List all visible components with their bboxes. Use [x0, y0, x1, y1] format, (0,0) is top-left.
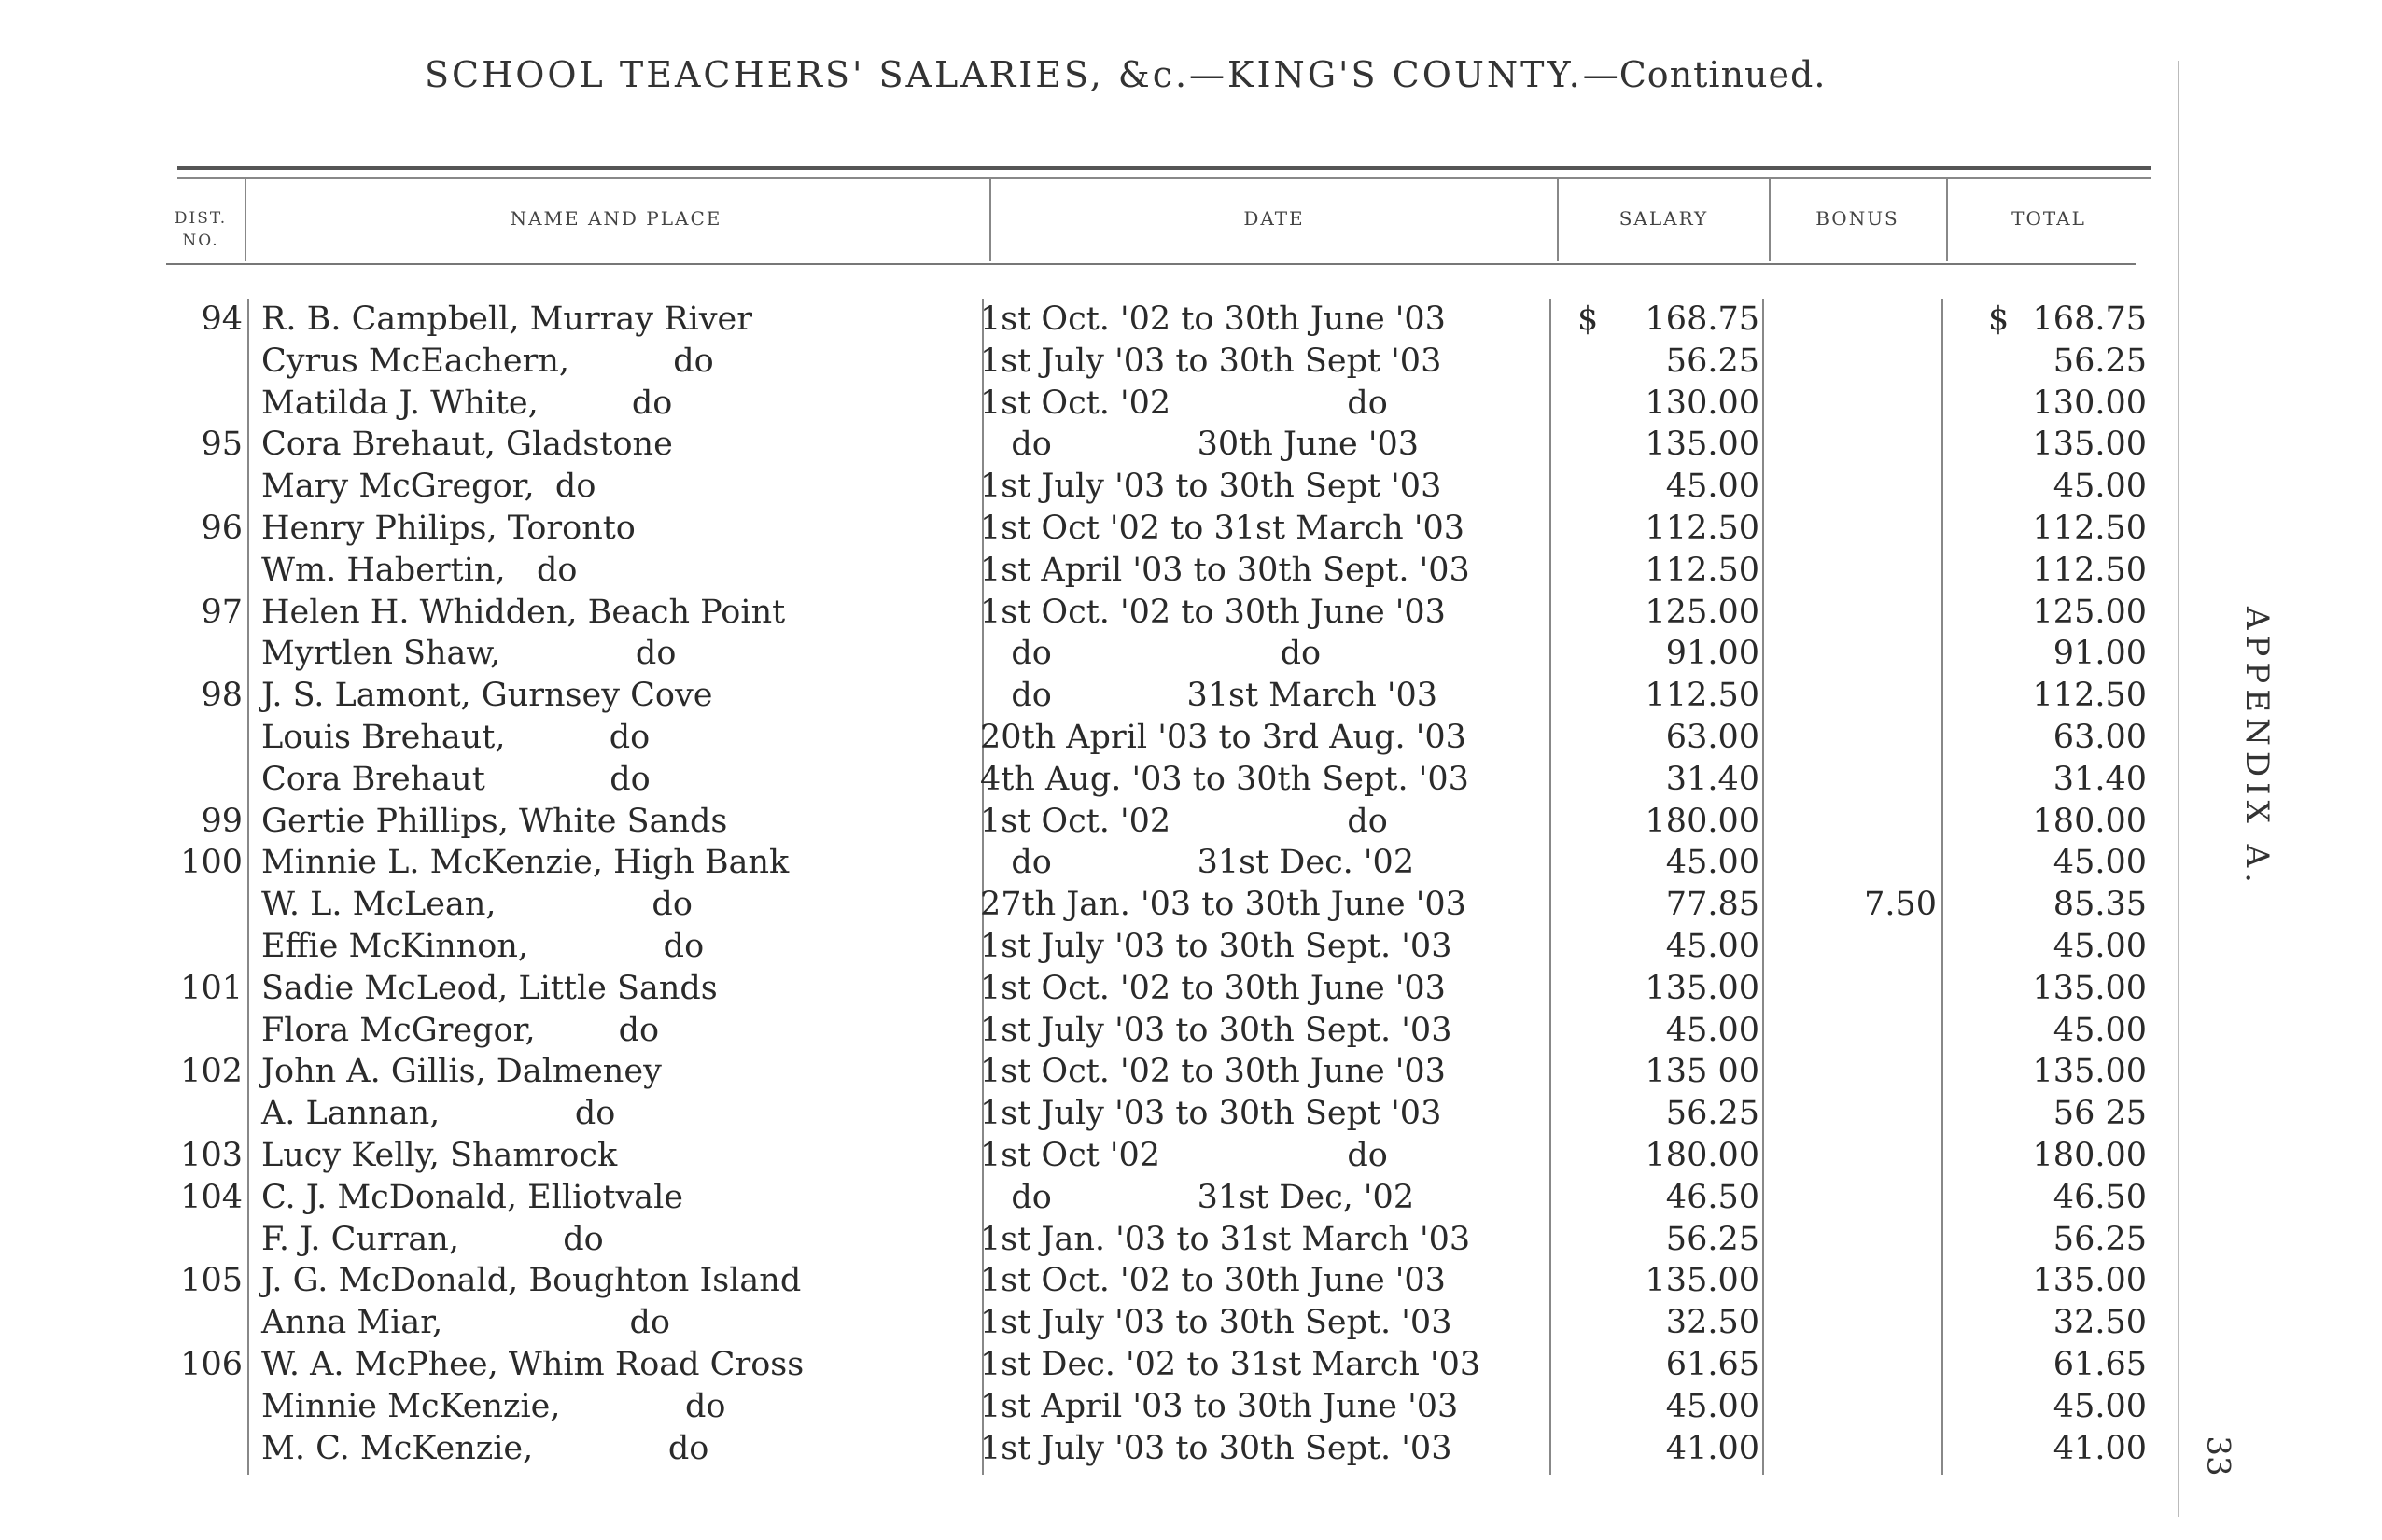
- table-row: [0, 803, 2382, 845]
- name-and-place: Henry Philips, Toronto: [261, 510, 636, 547]
- table-row: [0, 1221, 2382, 1263]
- page-title: [425, 54, 1826, 95]
- salary-dollar-sign: $: [1577, 301, 1599, 338]
- salary-value: 180.00: [1645, 1137, 1759, 1174]
- total-value: 56.25: [2053, 1220, 2147, 1258]
- dist-number: 100: [180, 844, 243, 882]
- total-value: 125.00: [2032, 593, 2147, 631]
- salary-value: 130.00: [1645, 384, 1759, 422]
- name-and-place: Minnie L. McKenzie, High Bank: [261, 844, 790, 882]
- date-range: 1st Oct. '02 to 30th June '03: [980, 1053, 1446, 1091]
- salary-value: 112.50: [1645, 551, 1759, 589]
- header-divider: [1557, 177, 1559, 261]
- table-row: [0, 1388, 2382, 1430]
- table-row: [0, 1346, 2382, 1388]
- total-value: 56.25: [2053, 342, 2147, 380]
- date-range: 1st Oct '02 do: [980, 1137, 1388, 1174]
- header-divider: [245, 177, 246, 261]
- dist-number: 99: [201, 802, 243, 840]
- header-total: TOTAL: [2011, 207, 2086, 230]
- name-and-place: Cyrus McEachern, do: [261, 342, 714, 380]
- salary-value: 168.75: [1645, 301, 1759, 338]
- total-value: 168.75: [2032, 301, 2147, 338]
- date-range: do 31st Dec, '02: [980, 1178, 1415, 1216]
- total-value: 135.00: [2032, 426, 2147, 464]
- table-row: [0, 552, 2382, 594]
- total-value: 63.00: [2053, 719, 2147, 756]
- table-row: [0, 928, 2382, 970]
- date-range: 1st Oct. '02 to 30th June '03: [980, 1262, 1446, 1300]
- total-value: 32.50: [2053, 1304, 2147, 1342]
- table-row: [0, 677, 2382, 719]
- total-value: 45.00: [2053, 1387, 2147, 1425]
- name-and-place: Cora Brehaut do: [261, 760, 651, 798]
- total-value: 61.65: [2053, 1346, 2147, 1383]
- date-range: 1st July '03 to 30th Sept. '03: [980, 1304, 1452, 1342]
- name-and-place: Lucy Kelly, Shamrock: [261, 1137, 618, 1174]
- total-value: 45.00: [2053, 468, 2147, 506]
- table-row: [0, 1430, 2382, 1472]
- salary-value: 91.00: [1665, 635, 1759, 673]
- date-range: 1st Oct. '02 to 30th June '03: [980, 301, 1446, 338]
- dist-number: 95: [201, 426, 243, 464]
- name-and-place: M. C. McKenzie, do: [261, 1429, 709, 1467]
- dist-number: 94: [201, 301, 243, 338]
- salary-value: 125.00: [1645, 593, 1759, 631]
- total-value: 56 25: [2053, 1095, 2147, 1133]
- dist-number: 98: [201, 677, 243, 715]
- salary-value: 180.00: [1645, 802, 1759, 840]
- name-and-place: Myrtlen Shaw, do: [261, 635, 677, 673]
- header-divider: [1946, 177, 1948, 261]
- header-date: DATE: [1243, 207, 1305, 230]
- salary-value: 32.50: [1665, 1304, 1759, 1342]
- dist-number: 96: [201, 510, 243, 547]
- total-value: 112.50: [2032, 677, 2147, 715]
- date-range: 4th Aug. '03 to 30th Sept. '03: [980, 760, 1469, 798]
- total-value: 112.50: [2032, 551, 2147, 589]
- total-value: 41.00: [2053, 1429, 2147, 1467]
- date-range: 1st Jan. '03 to 31st March '03: [980, 1220, 1471, 1258]
- total-value: 135.00: [2032, 1262, 2147, 1300]
- total-value: 85.35: [2053, 886, 2147, 924]
- total-value: 45.00: [2053, 1011, 2147, 1049]
- header-bonus: BONUS: [1815, 207, 1899, 230]
- salary-value: 112.50: [1645, 677, 1759, 715]
- total-value: 130.00: [2032, 384, 2147, 422]
- salary-value: 31.40: [1665, 760, 1759, 798]
- salary-value: 45.00: [1665, 1011, 1759, 1049]
- table-row: [0, 844, 2382, 886]
- salary-value: 45.00: [1665, 1387, 1759, 1425]
- name-and-place: John A. Gillis, Dalmeney: [261, 1053, 662, 1091]
- table-row: [0, 1012, 2382, 1054]
- date-range: do 30th June '03: [980, 426, 1419, 464]
- table-row: [0, 1095, 2382, 1137]
- table-row: [0, 1137, 2382, 1179]
- table-row: [0, 1262, 2382, 1304]
- top-rule-thin: [177, 177, 2151, 179]
- date-range: do 31st Dec. '02: [980, 844, 1415, 882]
- salary-value: 46.50: [1665, 1178, 1759, 1216]
- salary-value: 56.25: [1665, 1220, 1759, 1258]
- date-range: 1st Oct. '02 do: [980, 802, 1388, 840]
- date-range: 1st July '03 to 30th Sept '03: [980, 468, 1442, 506]
- title-main: SCHOOL TEACHERS' SALARIES, &c.—KING'S COUNTY.: [425, 54, 1583, 95]
- name-and-place: C. J. McDonald, Elliotvale: [261, 1178, 683, 1216]
- name-and-place: Sadie McLeod, Little Sands: [261, 969, 718, 1007]
- total-value: 31.40: [2053, 760, 2147, 798]
- title-suffix: —Continued.: [1582, 54, 1827, 95]
- top-rule: [177, 166, 2151, 170]
- salary-value: 135.00: [1645, 1262, 1759, 1300]
- name-and-place: J. S. Lamont, Gurnsey Cove: [261, 677, 713, 715]
- date-range: 1st July '03 to 30th Sept. '03: [980, 1011, 1452, 1049]
- name-and-place: Gertie Phillips, White Sands: [261, 802, 728, 840]
- page-edge-rule: [2178, 61, 2179, 1517]
- date-range: 1st July '03 to 30th Sept '03: [980, 1095, 1442, 1133]
- dist-number: 101: [180, 969, 243, 1007]
- table-row: [0, 594, 2382, 636]
- total-value: 46.50: [2053, 1178, 2147, 1216]
- date-range: 1st April '03 to 30th Sept. '03: [980, 551, 1470, 589]
- dist-number: 106: [180, 1346, 243, 1383]
- dist-number: 105: [180, 1262, 243, 1300]
- table-row: [0, 468, 2382, 510]
- table-row: [0, 1053, 2382, 1095]
- salary-value: 135.00: [1645, 426, 1759, 464]
- table-row: [0, 301, 2382, 343]
- table-row: [0, 970, 2382, 1012]
- appendix-label: APPENDIX A.: [2238, 607, 2276, 889]
- dist-number: 102: [180, 1053, 243, 1091]
- page-number: 33: [2199, 1435, 2237, 1477]
- date-range: 1st Oct. '02 to 30th June '03: [980, 593, 1446, 631]
- salary-value: 61.65: [1665, 1346, 1759, 1383]
- table-row: [0, 719, 2382, 761]
- date-range: 1st July '03 to 30th Sept '03: [980, 342, 1442, 380]
- name-and-place: F. J. Curran, do: [261, 1220, 604, 1258]
- total-value: 112.50: [2032, 510, 2147, 547]
- header-name-place: NAME AND PLACE: [510, 207, 722, 230]
- table-row: [0, 761, 2382, 803]
- salary-value: 45.00: [1665, 468, 1759, 506]
- table-row: [0, 426, 2382, 468]
- date-range: do 31st March '03: [980, 677, 1438, 715]
- name-and-place: Anna Miar, do: [261, 1304, 670, 1342]
- total-value: 135.00: [2032, 969, 2147, 1007]
- table-row: [0, 886, 2382, 928]
- header-salary: SALARY: [1618, 207, 1709, 230]
- date-range: 27th Jan. '03 to 30th June '03: [980, 886, 1466, 924]
- date-range: 1st April '03 to 30th June '03: [980, 1387, 1459, 1425]
- table-row: [0, 385, 2382, 427]
- date-range: 1st July '03 to 30th Sept. '03: [980, 1429, 1452, 1467]
- header-divider: [989, 177, 991, 261]
- name-and-place: W. A. McPhee, Whim Road Cross: [261, 1346, 805, 1383]
- table-row: [0, 635, 2382, 677]
- date-range: 1st Oct. '02 do: [980, 384, 1388, 422]
- salary-value: 56.25: [1665, 342, 1759, 380]
- total-dollar-sign: $: [1988, 301, 2010, 338]
- header-bottom-rule: [166, 263, 2136, 265]
- salary-value: 41.00: [1665, 1429, 1759, 1467]
- date-range: 20th April '03 to 3rd Aug. '03: [980, 719, 1466, 756]
- name-and-place: Minnie McKenzie, do: [261, 1387, 726, 1425]
- total-value: 91.00: [2053, 635, 2147, 673]
- dist-number: 104: [180, 1178, 243, 1216]
- name-and-place: R. B. Campbell, Murray River: [261, 301, 752, 338]
- table-row: [0, 510, 2382, 552]
- total-value: 135.00: [2032, 1053, 2147, 1091]
- dist-number: 103: [180, 1137, 243, 1174]
- name-and-place: Matilda J. White, do: [261, 384, 673, 422]
- name-and-place: Louis Brehaut, do: [261, 719, 651, 756]
- total-value: 180.00: [2032, 802, 2147, 840]
- dist-number: 97: [201, 593, 243, 631]
- table-row: [0, 1304, 2382, 1346]
- total-value: 45.00: [2053, 928, 2147, 965]
- name-and-place: Effie McKinnon, do: [261, 928, 705, 965]
- salary-value: 45.00: [1665, 928, 1759, 965]
- date-range: 1st Oct. '02 to 30th June '03: [980, 969, 1446, 1007]
- total-value: 180.00: [2032, 1137, 2147, 1174]
- name-and-place: Flora McGregor, do: [261, 1011, 660, 1049]
- salary-value: 77.85: [1665, 886, 1759, 924]
- bonus-value: 7.50: [1864, 886, 1937, 924]
- total-value: 45.00: [2053, 844, 2147, 882]
- salary-value: 56.25: [1665, 1095, 1759, 1133]
- header-dist-no: DIST. NO.: [174, 209, 228, 250]
- name-and-place: W. L. McLean, do: [261, 886, 693, 924]
- date-range: 1st July '03 to 30th Sept. '03: [980, 928, 1452, 965]
- salary-value: 112.50: [1645, 510, 1759, 547]
- salary-value: 63.00: [1665, 719, 1759, 756]
- name-and-place: Helen H. Whidden, Beach Point: [261, 593, 786, 631]
- name-and-place: Cora Brehaut, Gladstone: [261, 426, 673, 464]
- table-row: [0, 1179, 2382, 1221]
- name-and-place: J. G. McDonald, Boughton Island: [261, 1262, 802, 1300]
- name-and-place: Wm. Habertin, do: [261, 551, 578, 589]
- salary-value: 135.00: [1645, 969, 1759, 1007]
- date-range: 1st Dec. '02 to 31st March '03: [980, 1346, 1481, 1383]
- header-divider: [1769, 177, 1771, 261]
- salary-value: 45.00: [1665, 844, 1759, 882]
- table-row: [0, 343, 2382, 385]
- date-range: 1st Oct '02 to 31st March '03: [980, 510, 1465, 547]
- date-range: do do: [980, 635, 1322, 673]
- name-and-place: A. Lannan, do: [261, 1095, 616, 1133]
- name-and-place: Mary McGregor, do: [261, 468, 596, 506]
- salary-value: 135 00: [1645, 1053, 1759, 1091]
